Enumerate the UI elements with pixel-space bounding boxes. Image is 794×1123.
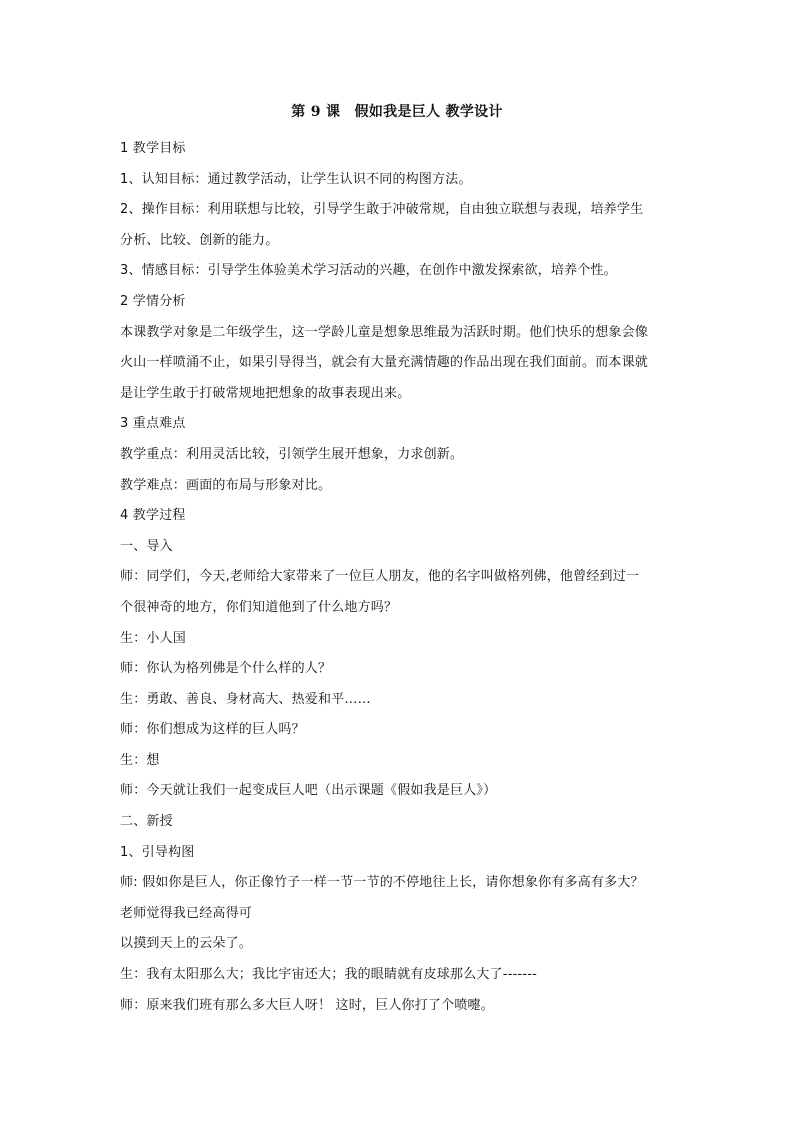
dialogue-line: 师：原来我们班有那么多大巨人呀！ 这时，巨人你打了个喷嚏。 [120,997,494,1013]
heading-student-analysis: 2 学情分析 [120,293,186,309]
heading-teaching-goals: 1 教学目标 [120,141,186,156]
document-title: 第 9 课 假如我是巨人 教学设计 [291,104,503,120]
dialogue-line: 生：想 [120,752,160,768]
document-body [120,134,685,1021]
dialogue-line: 师：你们想成为这样的巨人吗？ [120,722,305,738]
dialogue-line: 生：勇敢、善良、身材高大、热爱和平…… [120,691,371,707]
paragraph-line: 教学重点：利用灵活比较，引领学生展开想象，力求创新。 [120,446,464,462]
dialogue-line: 师：你认为格列佛是个什么样的人？ [120,661,332,677]
subheading-new-lesson: 二、新授 [120,814,173,830]
paragraph-line: 分析、比较、创新的能力。 [120,232,279,248]
dialogue-line: 以摸到天上的云朵了。 [120,936,253,952]
paragraph-line: 2、操作目标：利用联想与比较，引导学生敢于冲破常规，自由独立联想与表现，培养学生 [120,202,644,218]
dialogue-line: 师：同学们，今天,老师给大家带来了一位巨人朋友，他的名字叫做格列佛，他曾经到过一 [120,569,640,585]
paragraph-line: 本课教学对象是二年级学生，这一学龄儿童是想象思维最为活跃时期。他们快乐的想象会像 [120,324,649,340]
paragraph-line: 是让学生敢于打破常规地把想象的故事表现出来。 [120,385,411,401]
paragraph-line: 3、情感目标：引导学生体验美术学习活动的兴趣，在创作中激发探索欲，培养个性。 [120,263,617,279]
paragraph-line: 1、认知目标：通过教学活动，让学生认识不同的构图方法。 [120,171,472,187]
subheading-introduction: 一、导入 [120,538,173,554]
dialogue-line: 生：小人国 [120,630,187,646]
subheading-guided-composition: 1、引导构图 [120,844,195,860]
heading-key-difficulties: 3 重点难点 [120,416,186,432]
dialogue-line: 师：今天就让我们一起变成巨人吧（出示课题《假如我是巨人》） [120,783,497,799]
paragraph-line: 火山一样喷涌不止，如果引导得当，就会有大量充满情趣的作品出现在我们面前。而本课就 [120,355,649,371]
dialogue-line: 师: 假如你是巨人，你正像竹子一样一节一节的不停地往上长，请你想象你有多高有多大？ [120,875,644,891]
dialogue-line: 生：我有太阳那么大；我比宇宙还大；我的眼睛就有皮球那么大了------- [120,967,538,983]
dialogue-line: 老师觉得我已经高得可 [120,905,253,921]
paragraph-line: 教学难点：画面的布局与形象对比。 [120,477,332,493]
dialogue-line: 个很神奇的地方，你们知道他到了什么地方吗？ [120,599,398,615]
heading-teaching-process: 4 教学过程 [120,508,186,524]
